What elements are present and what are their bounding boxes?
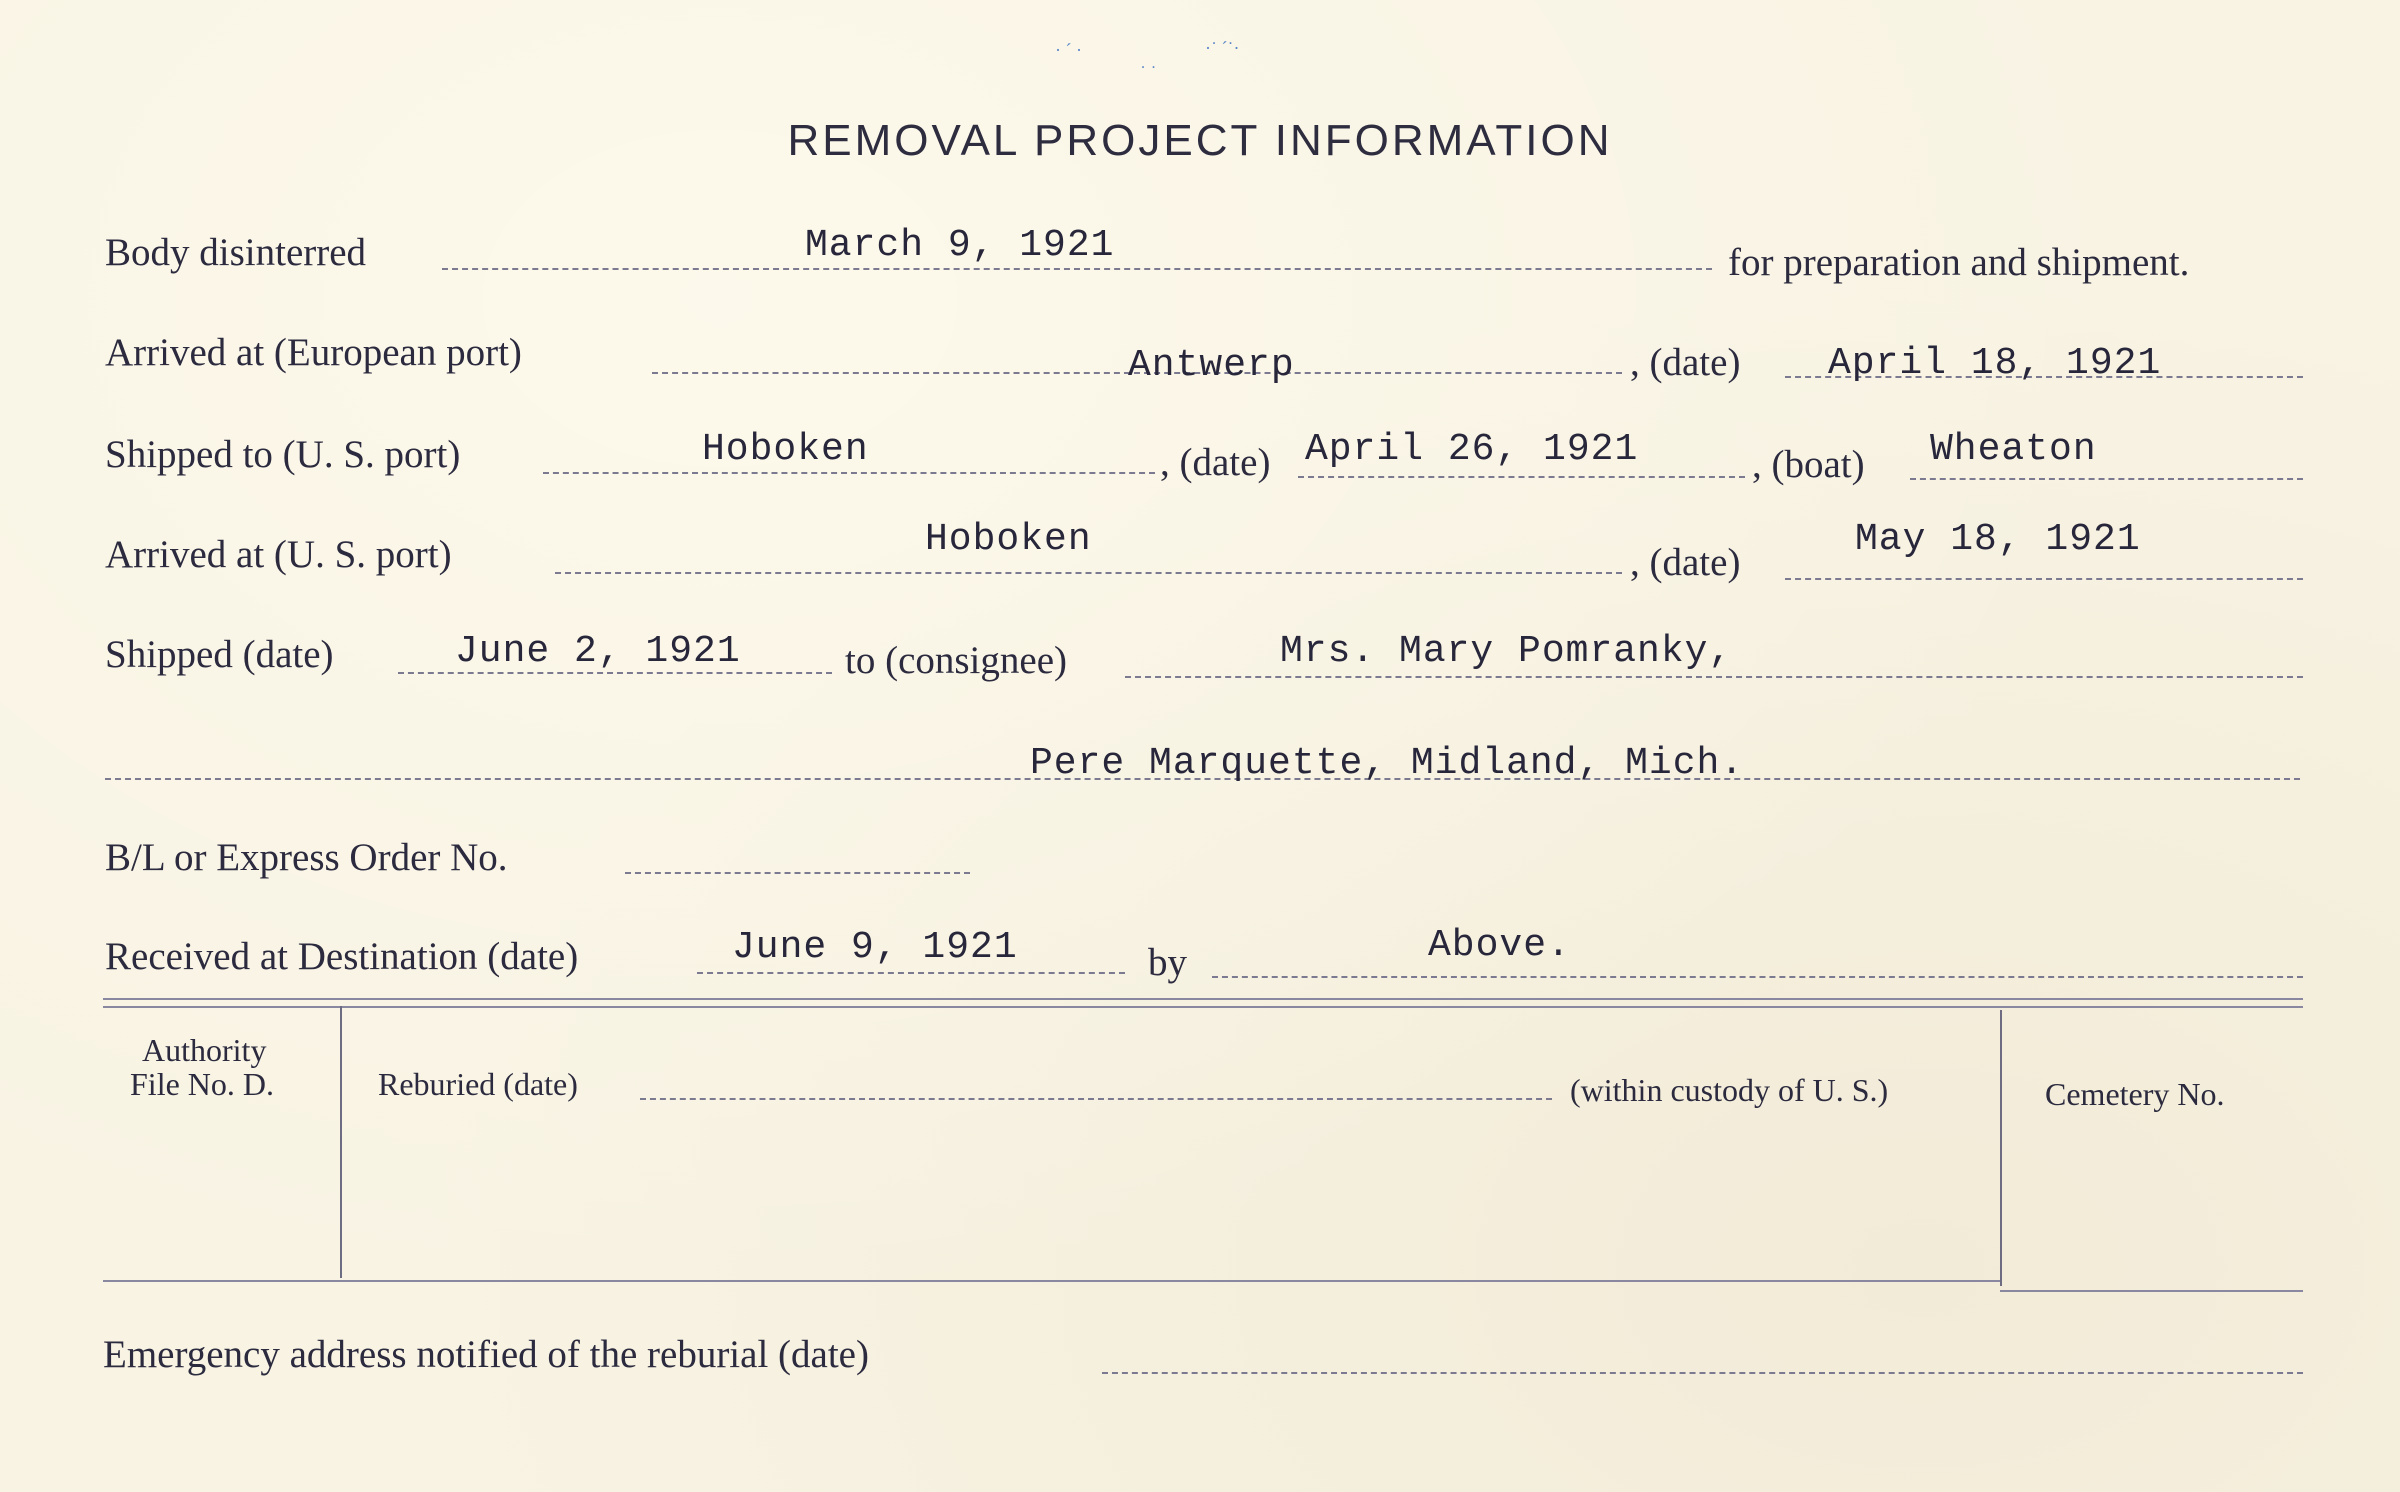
- custody-label: (within custody of U. S.): [1570, 1072, 1889, 1108]
- shipped-us-line: [543, 472, 1155, 474]
- shipped-us-date: April 26, 1921: [1305, 428, 1639, 471]
- box-bottom-rule-right: [2000, 1290, 2303, 1292]
- shipped-us-boat: Wheaton: [1930, 428, 2097, 471]
- shipped-us-date-line: [1298, 476, 1745, 478]
- received-by-label: by: [1148, 941, 1187, 984]
- shipped-us-label: Shipped to (U. S. port): [105, 433, 461, 476]
- cemetery-label: Cemetery No.: [2045, 1076, 2225, 1112]
- arrived-europe-value: Antwerp: [1128, 344, 1295, 387]
- arrived-us-label: Arrived at (U. S. port): [105, 533, 452, 576]
- page-title: REMOVAL PROJECT INFORMATION: [787, 116, 1613, 165]
- disinterred-value: March 9, 1921: [805, 224, 1115, 267]
- box-bottom-rule: [103, 1280, 2000, 1282]
- received-date-line: [697, 972, 1125, 974]
- shipped-us-date-label: , (date): [1160, 441, 1271, 484]
- shipped-date: June 2, 1921: [455, 630, 741, 673]
- authority-file-label: File No. D.: [130, 1066, 274, 1102]
- reburied-line: [640, 1098, 1552, 1100]
- emergency-label: Emergency address notified of the reburial (date): [103, 1333, 869, 1376]
- consignee-value: Mrs. Mary Pomranky,: [1280, 630, 1733, 673]
- arrived-us-line: [555, 572, 1622, 574]
- shipped-us-boat-line: [1910, 478, 2303, 480]
- arrived-europe-date-label: , (date): [1630, 341, 1741, 384]
- arrived-europe-date: April 18, 1921: [1828, 342, 2162, 385]
- received-by: Above.: [1428, 924, 1571, 967]
- address-value: Pere Marquette, Midland, Mich.: [1030, 742, 1745, 785]
- disinterred-suffix: for preparation and shipment.: [1728, 241, 2190, 284]
- ink-speck: · ´ ·: [1055, 40, 1082, 60]
- shipped-us-value: Hoboken: [702, 428, 869, 471]
- box-top-rule: [103, 998, 2303, 1000]
- authority-label: Authority: [142, 1032, 267, 1068]
- received-label: Received at Destination (date): [105, 935, 579, 978]
- box-top-rule-2: [103, 1006, 2303, 1008]
- arrived-us-date-line: [1785, 578, 2303, 580]
- arrived-europe-label: Arrived at (European port): [105, 331, 522, 374]
- ink-speck: ·˙ ´˙·: [1205, 38, 1240, 58]
- box-divider-left: [340, 1006, 342, 1278]
- box-divider-right: [2000, 1010, 2002, 1286]
- shipped-us-boat-label: , (boat): [1752, 443, 1865, 486]
- arrived-us-date: May 18, 1921: [1855, 518, 2141, 561]
- bl-line: [625, 872, 970, 874]
- consignee-label: to (consignee): [845, 639, 1068, 682]
- disinterred-line: [442, 268, 1712, 270]
- received-by-line: [1212, 976, 2303, 978]
- arrived-us-value: Hoboken: [925, 518, 1092, 561]
- ink-speck: ˙ ˙: [1140, 62, 1157, 82]
- consignee-line: [1125, 676, 2303, 678]
- received-date: June 9, 1921: [732, 926, 1018, 969]
- arrived-us-date-label: , (date): [1630, 541, 1741, 584]
- bl-label: B/L or Express Order No.: [105, 836, 508, 879]
- shipped-date-label: Shipped (date): [105, 633, 334, 676]
- emergency-line: [1102, 1372, 2303, 1374]
- reburied-label: Reburied (date): [378, 1066, 578, 1102]
- disinterred-label: Body disinterred: [105, 231, 367, 274]
